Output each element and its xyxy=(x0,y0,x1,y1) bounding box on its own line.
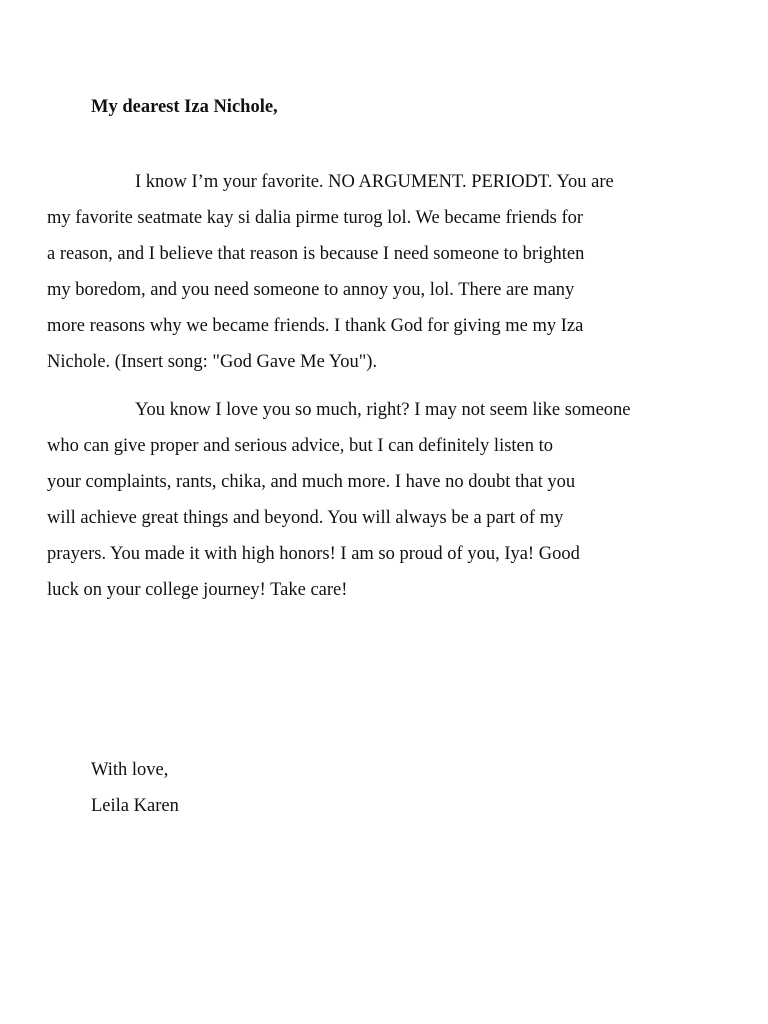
paragraph-line: will achieve great things and beyond. You will always be a part of my xyxy=(47,508,564,528)
paragraph-1 xyxy=(47,164,691,380)
paragraph-line: more reasons why we became friends. I thank God for giving me my Iza xyxy=(47,316,584,336)
paragraph-line: You know I love you so much, right? I may not seem like someone xyxy=(135,400,631,420)
paragraph-2-text xyxy=(47,392,691,608)
paragraph-line: my favorite seatmate kay si dalia pirme turog lol. We became friends for xyxy=(47,208,584,228)
paragraph-line: Nichole. (Insert song: "God Gave Me You"). xyxy=(47,352,378,372)
paragraph-line: who can give proper and serious advice, but I can definitely listen to xyxy=(47,436,554,456)
paragraph-line: luck on your college journey! Take care! xyxy=(47,580,348,600)
paragraph-line: I know I’m your favorite. NO ARGUMENT. PERIODT. You are xyxy=(135,172,614,192)
paragraph-line: a reason, and I believe that reason is because I need someone to brighten xyxy=(47,244,585,264)
paragraph-line: prayers. You made it with high honors! I am so proud of you, Iya! Good xyxy=(47,544,580,564)
signature: Leila Karen xyxy=(91,796,179,816)
paragraph-line: my boredom, and you need someone to annoy you, lol. There are many xyxy=(47,280,575,300)
paragraph-1-text xyxy=(47,164,691,380)
paragraph-line: your complaints, rants, chika, and much more. I have no doubt that you xyxy=(47,472,576,492)
paragraph-2 xyxy=(47,392,691,608)
closing-block xyxy=(91,752,491,824)
salutation: My dearest Iza Nichole, xyxy=(91,97,278,117)
closing-phrase: With love, xyxy=(91,760,169,780)
